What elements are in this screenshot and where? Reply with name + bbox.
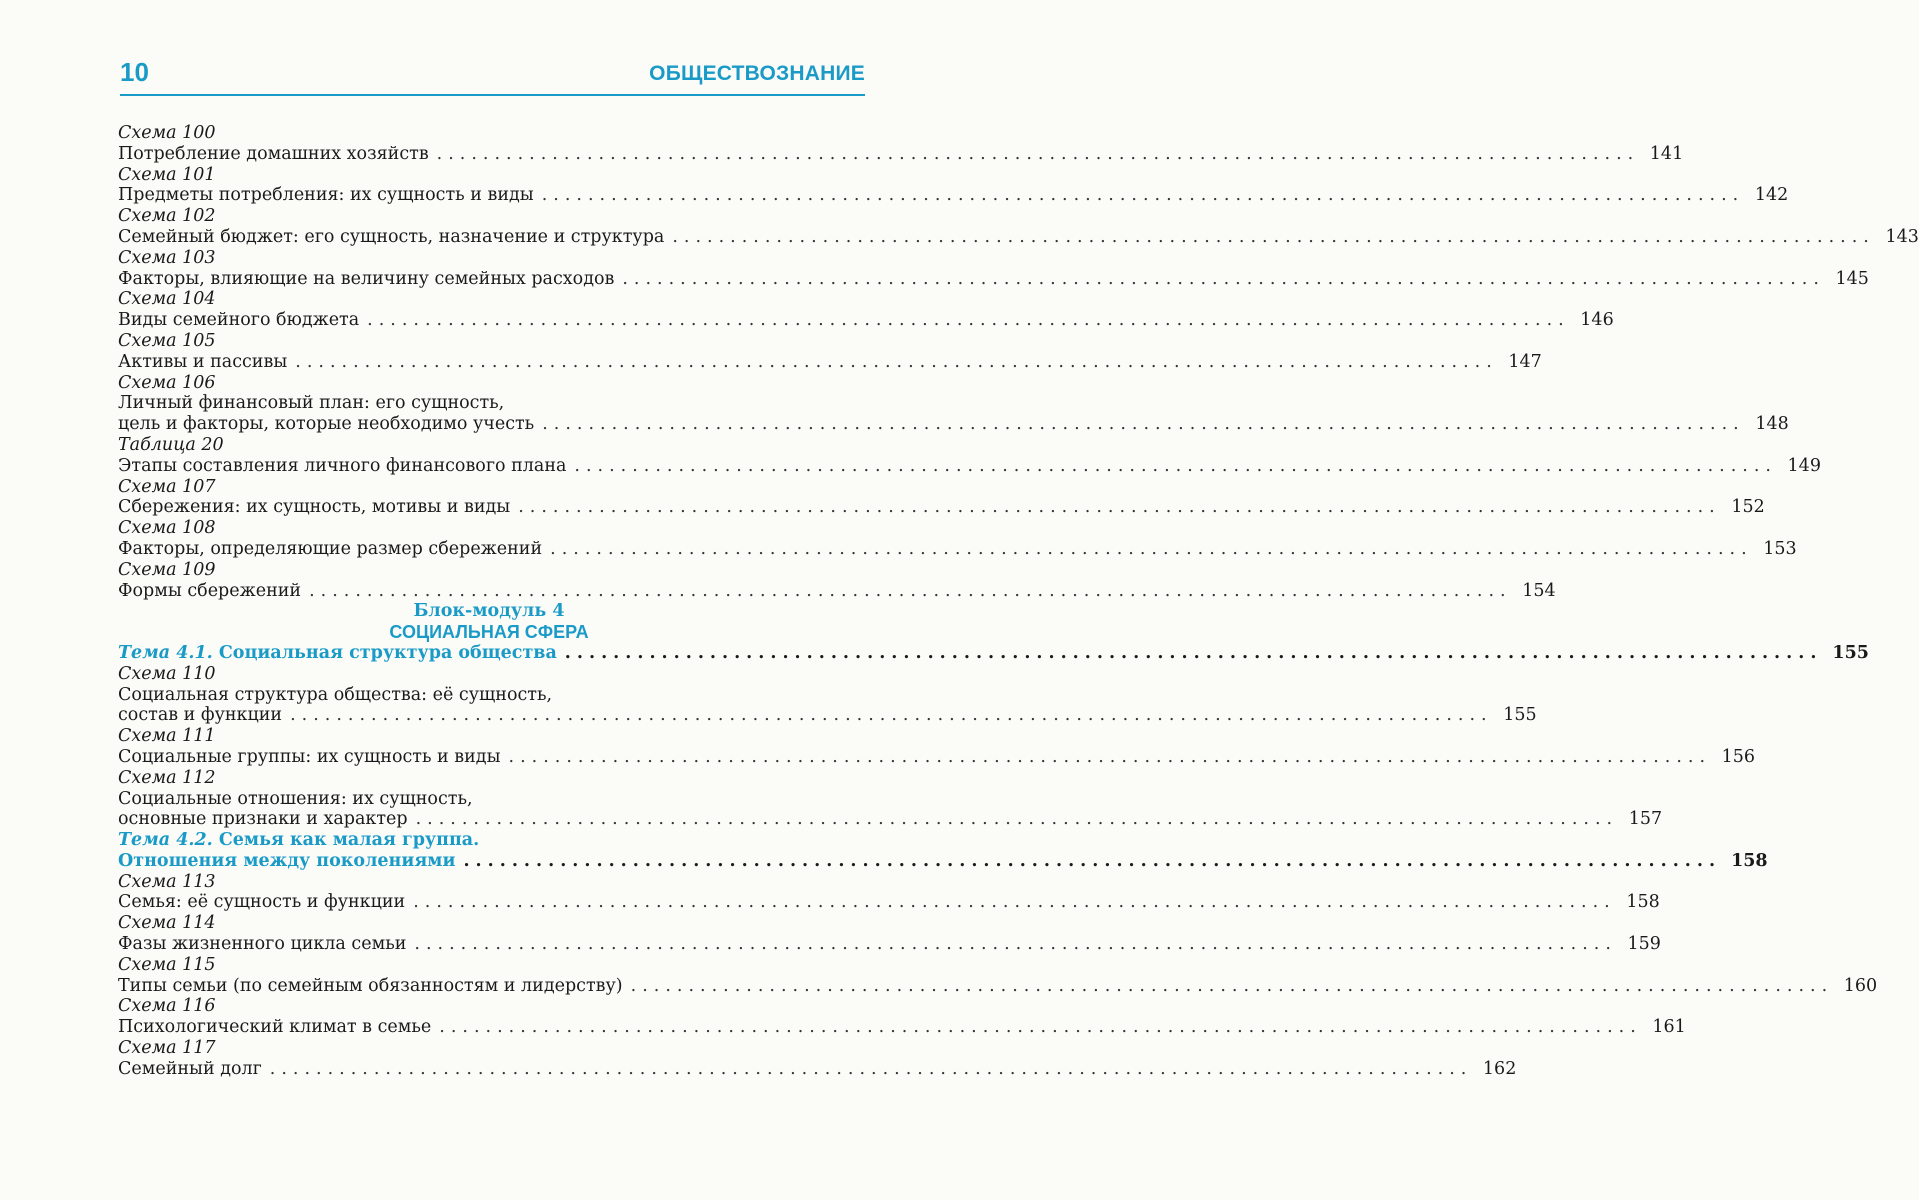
- dot-leader: ........................................................................................................: [463, 850, 1722, 871]
- page-number: 10: [120, 57, 149, 87]
- toc-entry: [118, 954, 1878, 997]
- dot-leader: ........................................................................................................: [541, 185, 1745, 206]
- entry-title: Психологический климат в семье: [118, 1017, 432, 1038]
- dot-leader: ........................................................................................................: [574, 455, 1777, 476]
- entry-label: Схема 114: [118, 913, 216, 934]
- entry-title: Факторы, определяющие размер сбережений: [118, 538, 543, 559]
- entry-title: Семья: её сущность и функции: [118, 892, 406, 913]
- toc-entry: [118, 476, 1765, 519]
- entry-page: 155: [1503, 705, 1537, 726]
- entry-page: 156: [1721, 746, 1756, 767]
- dot-leader: ........................................................................................................: [414, 934, 1617, 955]
- toc-entry: [118, 247, 1869, 290]
- block-module-title: СОЦИАЛЬНАЯ СФЕРА: [389, 622, 589, 643]
- toc-entry: [118, 330, 1542, 373]
- toc-entry: [118, 434, 1821, 477]
- entry-page: 141: [1649, 143, 1684, 164]
- entry-page: 142: [1754, 185, 1789, 206]
- toc-entry: [118, 372, 1789, 435]
- entry-title: Семейный долг: [118, 1058, 262, 1079]
- dot-leader: ........................................................................................................: [518, 497, 1721, 518]
- dot-leader: ........................................................................................................: [269, 1058, 1473, 1079]
- dot-leader: ........................................................................................................: [672, 226, 1875, 247]
- toc-entry: [118, 164, 1789, 207]
- topic-entry: [118, 642, 1869, 664]
- section-title: ОБЩЕСТВОЗНАНИЕ: [649, 62, 865, 85]
- entry-page: 160: [1843, 975, 1878, 996]
- entry-page: 162: [1482, 1058, 1517, 1079]
- entry-label: Схема 113: [118, 871, 216, 892]
- block-module-label: Блок-модуль 4: [413, 601, 565, 622]
- table-of-contents: [118, 123, 1919, 1080]
- entry-label: Схема 100: [118, 123, 216, 143]
- entry-label: Схема 104: [118, 289, 216, 310]
- entry-page: 161: [1652, 1017, 1686, 1038]
- dot-leader: ........................................................................................................: [439, 1017, 1642, 1038]
- toc-entry: [118, 663, 1537, 726]
- entry-title: Факторы, влияющие на величину семейных расходов: [118, 268, 615, 289]
- entry-title-line1: Социальные отношения: их сущность,: [118, 788, 473, 809]
- dot-leader: ........................................................................................................: [290, 705, 1493, 726]
- toc-entry: [118, 518, 1797, 560]
- dot-leader: ........................................................................................................: [436, 143, 1640, 164]
- toc-entry: [118, 1038, 1517, 1080]
- dot-leader: ........................................................................................................: [550, 538, 1753, 559]
- entry-label: Схема 101: [118, 164, 216, 185]
- entry-title: Типы семьи (по семейным обязанностям и лидерству): [118, 975, 623, 996]
- toc-entry: [118, 123, 1684, 165]
- topic-title: Отношения между поколениями: [118, 850, 456, 871]
- entry-label: Схема 103: [118, 247, 216, 268]
- entry-title-line1: Личный финансовый план: его сущность,: [118, 393, 505, 414]
- entry-title: Этапы составления личного финансового плана: [118, 455, 567, 476]
- entry-label: Схема 108: [118, 518, 216, 539]
- entry-title: Потребление домашних хозяйств: [118, 143, 429, 164]
- entry-label: Схема 115: [118, 954, 216, 975]
- entry-page: 149: [1787, 455, 1821, 476]
- block-heading: [118, 601, 860, 643]
- entry-title: цель и факторы, которые необходимо учесть: [118, 414, 535, 435]
- entry-page: 145: [1835, 268, 1869, 289]
- entry-page: 157: [1628, 809, 1663, 830]
- entry-label: Схема 106: [118, 372, 216, 393]
- entry-title: Семейный бюджет: его сущность, назначение и структура: [118, 226, 665, 247]
- topic-number: Тема 4.1.: [118, 642, 213, 663]
- entry-title: основные признаки и характер: [118, 809, 408, 830]
- entry-title: Предметы потребления: их сущность и виды: [118, 185, 534, 206]
- dot-leader: ........................................................................................................: [367, 310, 1570, 331]
- dot-leader: ........................................................................................................: [309, 580, 1512, 601]
- entry-label: Схема 112: [118, 767, 216, 788]
- entry-label: Схема 117: [118, 1038, 216, 1059]
- entry-page: 158: [1626, 892, 1660, 913]
- dot-leader: ........................................................................................................: [295, 351, 1498, 372]
- entry-page: 154: [1522, 580, 1556, 601]
- entry-title: Сбережения: их сущность, мотивы и виды: [118, 497, 511, 518]
- entry-page: 153: [1763, 538, 1797, 559]
- entry-title: Активы и пассивы: [118, 351, 288, 372]
- entry-page: 147: [1508, 351, 1542, 372]
- entry-label: Таблица 20: [118, 434, 224, 455]
- entry-label: Схема 107: [118, 476, 216, 497]
- toc-entry: [118, 559, 1556, 602]
- entry-page: 146: [1580, 310, 1614, 331]
- topic-title-line1: Семья как малая группа.: [218, 830, 480, 851]
- topic-number: Тема 4.2.: [118, 830, 213, 851]
- entry-title: Формы сбережений: [118, 580, 302, 601]
- toc-entry: [118, 726, 1756, 768]
- entry-title: состав и функции: [118, 705, 283, 726]
- dot-leader: ........................................................................................................: [630, 975, 1834, 996]
- dot-leader: ........................................................................................................: [542, 414, 1745, 435]
- entry-title-line1: Социальная структура общества: её сущность,: [118, 684, 553, 705]
- toc-entry: [118, 206, 1919, 248]
- entry-label: Схема 116: [118, 996, 216, 1017]
- toc-entry: [118, 913, 1661, 955]
- entry-page: 143: [1885, 226, 1919, 247]
- entry-page: 152: [1731, 497, 1765, 518]
- topic-entry: [118, 830, 1768, 872]
- entry-label: Схема 105: [118, 330, 216, 351]
- toc-entry: [118, 996, 1686, 1038]
- entry-page: 148: [1755, 414, 1789, 435]
- dot-leader: ........................................................................................................: [413, 892, 1616, 913]
- toc-entry: [118, 289, 1614, 331]
- entry-label: Схема 110: [118, 663, 216, 684]
- entry-title: Фазы жизненного цикла семьи: [118, 934, 407, 955]
- entry-page: 159: [1627, 934, 1661, 955]
- entry-page: 155: [1832, 642, 1869, 663]
- dot-leader: ........................................................................................................: [508, 746, 1712, 767]
- entry-title: Социальные группы: их сущность и виды: [118, 746, 501, 767]
- dot-leader: ........................................................................................................: [622, 268, 1825, 289]
- toc-entry: [118, 767, 1663, 830]
- entry-label: Схема 109: [118, 559, 216, 580]
- page-header: [120, 55, 865, 95]
- topic-title: Социальная структура общества: [218, 642, 557, 663]
- toc-entry: [118, 871, 1660, 914]
- entry-label: Схема 102: [118, 206, 216, 227]
- entry-title: Виды семейного бюджета: [118, 310, 360, 331]
- dot-leader: ........................................................................................................: [564, 642, 1823, 663]
- header-rule: [120, 94, 865, 96]
- dot-leader: ........................................................................................................: [415, 809, 1619, 830]
- entry-label: Схема 111: [118, 726, 216, 747]
- entry-page: 158: [1731, 850, 1768, 871]
